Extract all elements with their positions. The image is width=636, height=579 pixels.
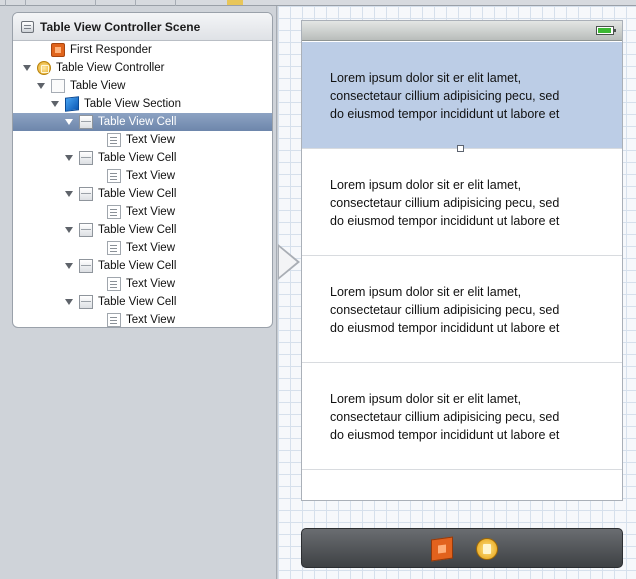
outline-row-label: Table View Section bbox=[84, 98, 181, 110]
table-view-cell[interactable] bbox=[302, 149, 622, 256]
outline-row[interactable] bbox=[13, 293, 272, 311]
text-view-icon bbox=[107, 241, 121, 255]
outline-row-label: Table View Controller bbox=[56, 62, 165, 74]
cell-text-line: consectetaur cillium adipisicing pecu, sed bbox=[330, 196, 560, 210]
scene-dock bbox=[301, 528, 623, 568]
outline-row[interactable] bbox=[13, 59, 272, 77]
view-controller-icon[interactable] bbox=[476, 538, 498, 560]
document-outline bbox=[12, 12, 273, 328]
table-cell-icon bbox=[79, 295, 93, 309]
outline-row-label: Table View Cell bbox=[98, 296, 177, 308]
outline-row[interactable] bbox=[13, 131, 272, 149]
cell-text-line: consectetaur cillium adipisicing pecu, sed bbox=[330, 89, 560, 103]
disclosure-triangle-icon[interactable] bbox=[65, 227, 73, 233]
view-controller-icon bbox=[37, 61, 51, 75]
cell-text-line: Lorem ipsum dolor sit er elit lamet, bbox=[330, 285, 522, 299]
text-view-icon bbox=[107, 169, 121, 183]
outline-row-label: First Responder bbox=[70, 44, 152, 56]
outline-row[interactable] bbox=[13, 221, 272, 239]
disclosure-triangle-icon[interactable] bbox=[65, 299, 73, 305]
disclosure-triangle-icon[interactable] bbox=[65, 119, 73, 125]
toolbar-marker bbox=[227, 0, 243, 5]
cell-text-line: consectetaur cillium adipisicing pecu, sed bbox=[330, 303, 560, 317]
table-cell-icon bbox=[79, 151, 93, 165]
outline-row-label: Text View bbox=[126, 278, 176, 290]
document-outline-pane bbox=[0, 6, 277, 579]
cell-text-line: Lorem ipsum dolor sit er elit lamet, bbox=[330, 392, 522, 406]
table-view-icon bbox=[51, 79, 65, 93]
first-responder-icon bbox=[51, 43, 65, 57]
scene-title: Table View Controller Scene bbox=[40, 19, 201, 34]
cell-text-line: do eiusmod tempor incididunt ut labore et bbox=[330, 107, 560, 121]
outline-row-label: Table View Cell bbox=[98, 188, 177, 200]
resize-handle[interactable] bbox=[457, 145, 464, 152]
disclosure-triangle-icon[interactable] bbox=[23, 65, 31, 71]
battery-icon bbox=[596, 26, 614, 35]
outline-row[interactable] bbox=[13, 275, 272, 293]
outline-row-label: Table View Cell bbox=[98, 116, 177, 128]
cell-text-line: consectetaur cillium adipisicing pecu, sed bbox=[330, 410, 560, 424]
cell-text-view[interactable] bbox=[330, 283, 600, 337]
outline-row[interactable] bbox=[13, 257, 272, 275]
initial-scene-arrow-icon[interactable] bbox=[278, 244, 300, 280]
text-view-icon bbox=[107, 277, 121, 291]
outline-row-label: Table View Cell bbox=[98, 224, 177, 236]
outline-row[interactable] bbox=[13, 185, 272, 203]
scene-icon bbox=[21, 21, 34, 33]
outline-row[interactable] bbox=[13, 167, 272, 185]
status-bar bbox=[302, 21, 622, 41]
scene-header[interactable] bbox=[13, 13, 272, 41]
outline-row-label: Table View Cell bbox=[98, 152, 177, 164]
outline-row[interactable] bbox=[13, 203, 272, 221]
disclosure-triangle-icon[interactable] bbox=[51, 101, 59, 107]
disclosure-triangle-icon[interactable] bbox=[37, 83, 45, 89]
first-responder-icon[interactable] bbox=[431, 536, 453, 561]
outline-row[interactable] bbox=[13, 149, 272, 167]
cell-text-line: do eiusmod tempor incididunt ut labore et bbox=[330, 428, 560, 442]
table-view-cell[interactable] bbox=[302, 363, 622, 470]
cell-text-view[interactable] bbox=[330, 69, 600, 123]
table-view-cell[interactable] bbox=[302, 42, 622, 149]
disclosure-triangle-icon[interactable] bbox=[65, 263, 73, 269]
table-cell-icon bbox=[79, 187, 93, 201]
section-cube-icon bbox=[65, 96, 79, 111]
iphone-scene-frame[interactable] bbox=[301, 20, 623, 501]
outline-row[interactable] bbox=[13, 239, 272, 257]
outline-row-label: Text View bbox=[126, 170, 176, 182]
text-view-icon bbox=[107, 205, 121, 219]
table-cell-icon bbox=[79, 259, 93, 273]
outline-row-label: Text View bbox=[126, 314, 176, 326]
cell-text-line: do eiusmod tempor incididunt ut labore et bbox=[330, 214, 560, 228]
table-cell-icon bbox=[79, 223, 93, 237]
table-view-cell[interactable] bbox=[302, 256, 622, 363]
outline-row-label: Text View bbox=[126, 206, 176, 218]
outline-row-label: Table View Cell bbox=[98, 260, 177, 272]
text-view-icon bbox=[107, 133, 121, 147]
outline-row[interactable] bbox=[13, 311, 272, 328]
outline-row-label: Text View bbox=[126, 134, 176, 146]
cell-text-line: do eiusmod tempor incididunt ut labore et bbox=[330, 321, 560, 335]
storyboard-canvas[interactable] bbox=[278, 6, 636, 579]
cell-text-line: Lorem ipsum dolor sit er elit lamet, bbox=[330, 71, 522, 85]
cell-text-line: Lorem ipsum dolor sit er elit lamet, bbox=[330, 178, 522, 192]
disclosure-triangle-icon[interactable] bbox=[65, 155, 73, 161]
cell-text-view[interactable] bbox=[330, 176, 600, 230]
table-cell-icon bbox=[79, 115, 93, 129]
disclosure-triangle-icon[interactable] bbox=[65, 191, 73, 197]
outline-row[interactable] bbox=[13, 95, 272, 113]
outline-row-label: Text View bbox=[126, 242, 176, 254]
outline-row[interactable] bbox=[13, 113, 272, 131]
cell-text-view[interactable] bbox=[330, 390, 600, 444]
outline-row-label: Table View bbox=[70, 80, 126, 92]
text-view-icon bbox=[107, 313, 121, 327]
outline-tree bbox=[13, 41, 272, 328]
outline-row[interactable] bbox=[13, 41, 272, 59]
outline-row[interactable] bbox=[13, 77, 272, 95]
